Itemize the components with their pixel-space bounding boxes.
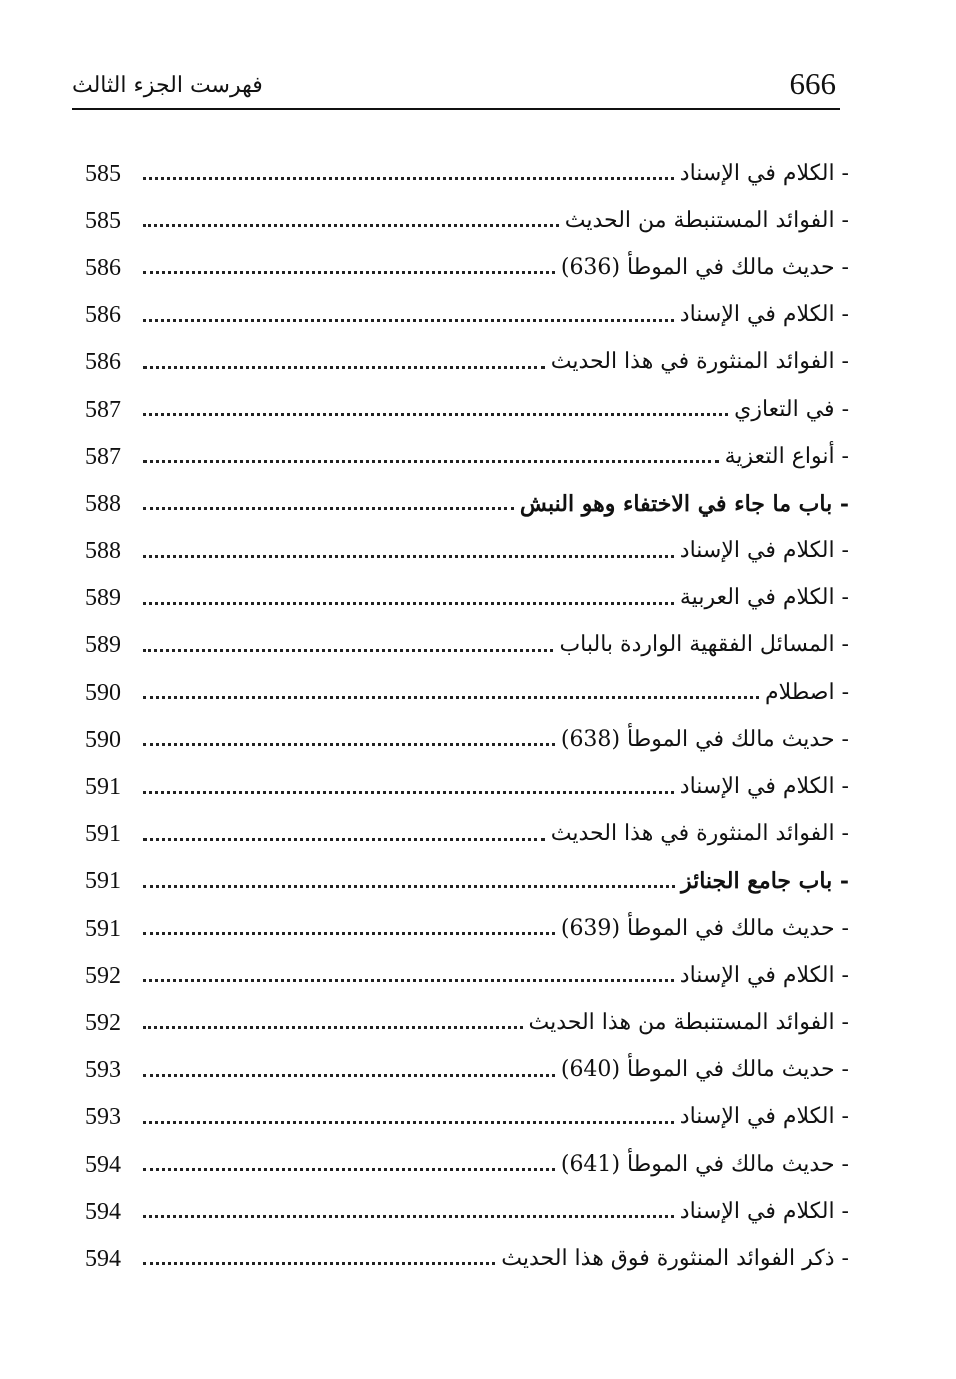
table-of-contents xyxy=(85,150,849,1283)
dot-leader xyxy=(143,1026,523,1029)
dot-leader xyxy=(143,1262,495,1265)
toc-page-number: 586 xyxy=(85,302,121,329)
toc-page-number: 585 xyxy=(85,207,121,234)
running-head xyxy=(72,64,840,108)
toc-entry xyxy=(85,244,849,291)
toc-page-number: 594 xyxy=(85,1245,121,1272)
toc-entry xyxy=(85,1047,849,1094)
dot-leader xyxy=(143,602,674,605)
toc-page-number: 592 xyxy=(85,962,121,989)
toc-entry xyxy=(85,1188,849,1235)
toc-entry xyxy=(85,763,849,810)
toc-page-number: 590 xyxy=(85,726,121,753)
toc-page-number: 587 xyxy=(85,443,121,470)
toc-entry-title: - الكلام في الإسناد xyxy=(679,538,849,564)
toc-entry xyxy=(85,1141,849,1188)
dot-leader xyxy=(143,1168,555,1171)
dot-leader xyxy=(143,507,514,510)
toc-entry xyxy=(85,150,849,197)
dot-leader xyxy=(143,932,555,935)
toc-entry-title: - حديث مالك في الموطأ (641) xyxy=(560,1151,849,1177)
toc-page-number: 593 xyxy=(85,1057,121,1084)
toc-page-number: 594 xyxy=(85,1198,121,1225)
toc-entry xyxy=(85,339,849,386)
toc-entry-title: - الكلام في الإسناد xyxy=(679,302,849,328)
toc-entry-title: - حديث مالك في الموطأ (638) xyxy=(560,726,849,752)
toc-entry xyxy=(85,292,849,339)
toc-entry-title: - حديث مالك في الموطأ (636) xyxy=(560,254,849,280)
toc-entry-title: - الكلام في الإسناد xyxy=(679,1198,849,1224)
dot-leader xyxy=(143,649,553,652)
dot-leader xyxy=(143,743,555,746)
dot-leader xyxy=(143,224,559,227)
dot-leader xyxy=(143,1215,674,1218)
toc-entry xyxy=(85,575,849,622)
toc-page-number: 586 xyxy=(85,254,121,281)
toc-page-number: 587 xyxy=(85,396,121,423)
dot-leader xyxy=(143,1074,555,1077)
toc-entry-title: - الكلام في الإسناد xyxy=(679,774,849,800)
toc-page-number: 588 xyxy=(85,490,121,517)
toc-entry xyxy=(85,622,849,669)
toc-entry xyxy=(85,811,849,858)
toc-entry-title: - الكلام في الإسناد xyxy=(679,1104,849,1130)
toc-page-number: 594 xyxy=(85,1151,121,1178)
toc-entry-title: - الفوائد المنثورة في هذا الحديث xyxy=(550,821,849,847)
toc-entry-title: - الفوائد المستنبطة من هذا الحديث xyxy=(528,1009,849,1035)
running-head-title: فهرست الجزء الثالث xyxy=(72,73,263,98)
toc-page-number: 588 xyxy=(85,538,121,565)
toc-entry-title: - اصطلام xyxy=(764,679,849,705)
toc-entry-title: - المسائل الفقهية الواردة بالباب xyxy=(559,632,849,658)
toc-page-number: 591 xyxy=(85,774,121,801)
toc-page-number: 593 xyxy=(85,1104,121,1131)
toc-entry-title: - باب ما جاء في الاختفاء وهو النبش xyxy=(519,490,849,517)
toc-page-number: 586 xyxy=(85,349,121,376)
toc-entry-title: - الفوائد المستنبطة من الحديث xyxy=(564,207,849,233)
dot-leader xyxy=(143,319,674,322)
toc-entry xyxy=(85,197,849,244)
toc-entry xyxy=(85,999,849,1046)
toc-entry xyxy=(85,433,849,480)
dot-leader xyxy=(143,838,545,841)
dot-leader xyxy=(143,177,674,180)
dot-leader xyxy=(143,555,674,558)
dot-leader xyxy=(143,696,759,699)
toc-entry xyxy=(85,528,849,575)
toc-entry-title: - حديث مالك في الموطأ (640) xyxy=(560,1057,849,1083)
toc-entry xyxy=(85,1235,849,1282)
toc-chapter-entry xyxy=(85,480,849,527)
toc-entry-title: - الكلام في العربية xyxy=(679,585,849,611)
toc-entry-title: - الكلام في الإسناد xyxy=(679,962,849,988)
toc-entry-title: - الكلام في الإسناد xyxy=(679,160,849,186)
toc-page-number: 591 xyxy=(85,868,121,895)
toc-entry xyxy=(85,952,849,999)
toc-entry xyxy=(85,1094,849,1141)
dot-leader xyxy=(143,460,719,463)
toc-entry xyxy=(85,905,849,952)
toc-chapter-entry xyxy=(85,858,849,905)
toc-entry-title: - حديث مالك في الموطأ (639) xyxy=(560,915,849,941)
toc-entry-title: - ذكر الفوائد المنثورة فوق هذا الحديث xyxy=(501,1245,849,1271)
dot-leader xyxy=(143,1121,674,1124)
toc-entry-title: - الفوائد المنثورة في هذا الحديث xyxy=(550,349,849,375)
toc-page-number: 592 xyxy=(85,1009,121,1036)
dot-leader xyxy=(143,271,555,274)
toc-entry xyxy=(85,386,849,433)
dot-leader xyxy=(143,366,545,369)
toc-page-number: 591 xyxy=(85,821,121,848)
dot-leader xyxy=(143,413,728,416)
toc-page-number: 585 xyxy=(85,160,121,187)
toc-page-number: 589 xyxy=(85,585,121,612)
toc-page-number: 590 xyxy=(85,679,121,706)
toc-entry-title: - باب جامع الجنائز xyxy=(680,868,849,895)
dot-leader xyxy=(143,791,674,794)
toc-entry xyxy=(85,716,849,763)
toc-entry-title: - في التعازي xyxy=(734,396,849,422)
toc-page-number: 589 xyxy=(85,632,121,659)
header-rule xyxy=(72,108,840,110)
toc-entry-title: - أنواع التعزية xyxy=(724,443,849,469)
page-number: 666 xyxy=(789,66,836,101)
toc-entry xyxy=(85,669,849,716)
toc-page-number: 591 xyxy=(85,915,121,942)
dot-leader xyxy=(143,885,675,888)
dot-leader xyxy=(143,979,674,982)
